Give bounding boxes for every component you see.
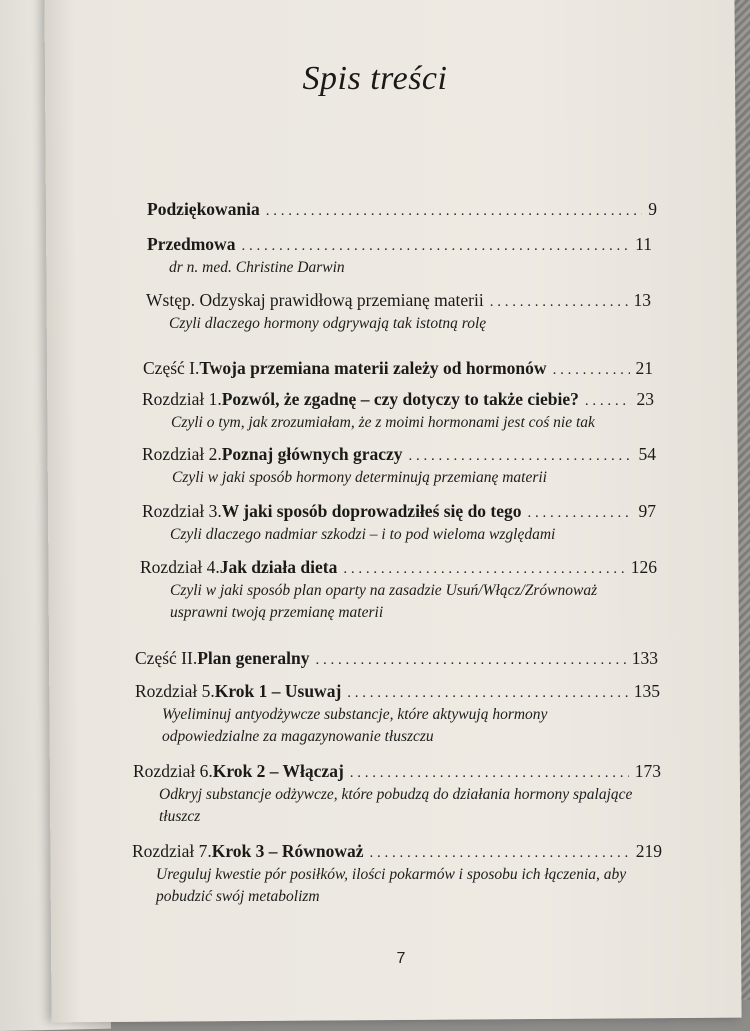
entry-subtitle: Odkryj substancje odżywcze, które pobudzą do działania hormony spalające <box>159 786 633 803</box>
page-title: Spis treści <box>302 60 448 97</box>
entry-page: 23 <box>636 389 654 409</box>
entry-page: 11 <box>635 234 652 254</box>
toc-entry <box>0 388 654 434</box>
entry-lead: Rozdział 4. <box>140 557 220 577</box>
leader-dots <box>490 291 628 313</box>
page-number: 7 <box>396 950 406 967</box>
toc-entry <box>0 233 652 279</box>
leader-dots <box>528 502 633 524</box>
entry-page: 133 <box>631 648 658 668</box>
leader-dots <box>347 682 627 704</box>
entry-subtitle: Ureguluj kwestie pór posiłków, ilości pokarmów i sposobu ich łączenia, aby <box>156 866 627 883</box>
entry-lead: Część II. <box>135 648 198 668</box>
entry-subtitle: Czyli w jaki sposób plan oparty na zasadzie Usuń/Włącz/Zrównoważ <box>170 582 598 599</box>
entry-lead: Rozdział 5. <box>135 681 215 701</box>
toc-entry <box>0 443 656 489</box>
leader-dots <box>266 200 642 222</box>
toc-entry <box>0 198 657 222</box>
leader-dots <box>370 842 630 864</box>
leader-dots <box>350 762 629 784</box>
toc-entry <box>0 357 653 381</box>
entry-title: Krok 2 – Włączaj <box>212 761 344 781</box>
entry-lead: Rozdział 3. <box>142 501 222 521</box>
entry-lead: Część I. <box>143 358 200 378</box>
leader-dots <box>316 649 626 671</box>
entry-subtitle: usprawni twoją przemianę materii <box>170 604 384 621</box>
entry-page: 54 <box>638 444 656 464</box>
toc-entry <box>0 647 658 671</box>
entry-subtitle: Wyeliminuj antyodżywcze substancje, które aktywują hormony <box>162 706 548 723</box>
entry-title: Plan generalny <box>197 648 310 668</box>
entry-lead: Rozdział 7. <box>132 841 212 861</box>
toc-entry <box>0 500 656 546</box>
entry-lead: Rozdział 1. <box>142 389 222 409</box>
entry-subtitle: pobudzić swój metabolizm <box>156 888 320 905</box>
toc-entry <box>0 556 657 624</box>
entry-subtitle: Czyli dlaczego hormony odgrywają tak istotną rolę <box>169 315 487 332</box>
entry-lead: Rozdział 2. <box>142 444 222 464</box>
leader-dots <box>343 558 624 580</box>
leader-dots <box>241 235 629 257</box>
leader-dots <box>553 359 630 381</box>
toc-entry <box>0 289 651 335</box>
entry-page: 9 <box>648 199 657 219</box>
entry-title: Przedmowa <box>147 234 236 254</box>
entry-title: Twoja przemiana materii zależy od hormonów <box>199 358 547 378</box>
entry-title: Poznaj głównych graczy <box>221 444 403 464</box>
entry-title: Jak działa dieta <box>219 557 338 577</box>
entry-lead: Wstęp. Odzyskaj prawidłową przemianę materii <box>146 290 484 310</box>
entry-page: 21 <box>635 358 653 378</box>
entry-page: 135 <box>633 681 660 701</box>
entry-page: 219 <box>635 841 662 861</box>
entry-subtitle: dr n. med. Christine Darwin <box>169 259 345 276</box>
leader-dots <box>409 445 633 467</box>
entry-page: 97 <box>638 501 656 521</box>
entry-title: Krok 1 – Usuwaj <box>214 681 342 701</box>
toc-entry <box>0 680 660 748</box>
entry-page: 173 <box>634 761 661 781</box>
entry-title: Podziękowania <box>147 199 260 219</box>
entry-subtitle: Czyli w jaki sposób hormony determinują przemianę materii <box>172 469 547 486</box>
entry-subtitle: tłuszcz <box>159 808 201 825</box>
entry-title: Krok 3 – Równoważ <box>211 841 364 861</box>
leader-dots <box>585 390 631 412</box>
entry-title: W jaki sposób doprowadziłeś się do tego <box>221 501 522 521</box>
entry-subtitle: odpowiedzialne za magazynowanie tłuszczu <box>162 728 434 745</box>
toc-entry <box>0 760 661 828</box>
entry-lead: Rozdział 6. <box>133 761 213 781</box>
entry-subtitle: Czyli dlaczego nadmiar szkodzi – i to pod wieloma względami <box>170 526 556 543</box>
entry-subtitle: Czyli o tym, jak zrozumiałam, że z moimi hormonami jest coś nie tak <box>171 414 595 431</box>
entry-page: 13 <box>633 290 651 310</box>
toc-entry <box>0 840 662 908</box>
entry-page: 126 <box>630 557 657 577</box>
entry-title: Pozwól, że zgadnę – czy dotyczy to także ciebie? <box>221 389 579 409</box>
